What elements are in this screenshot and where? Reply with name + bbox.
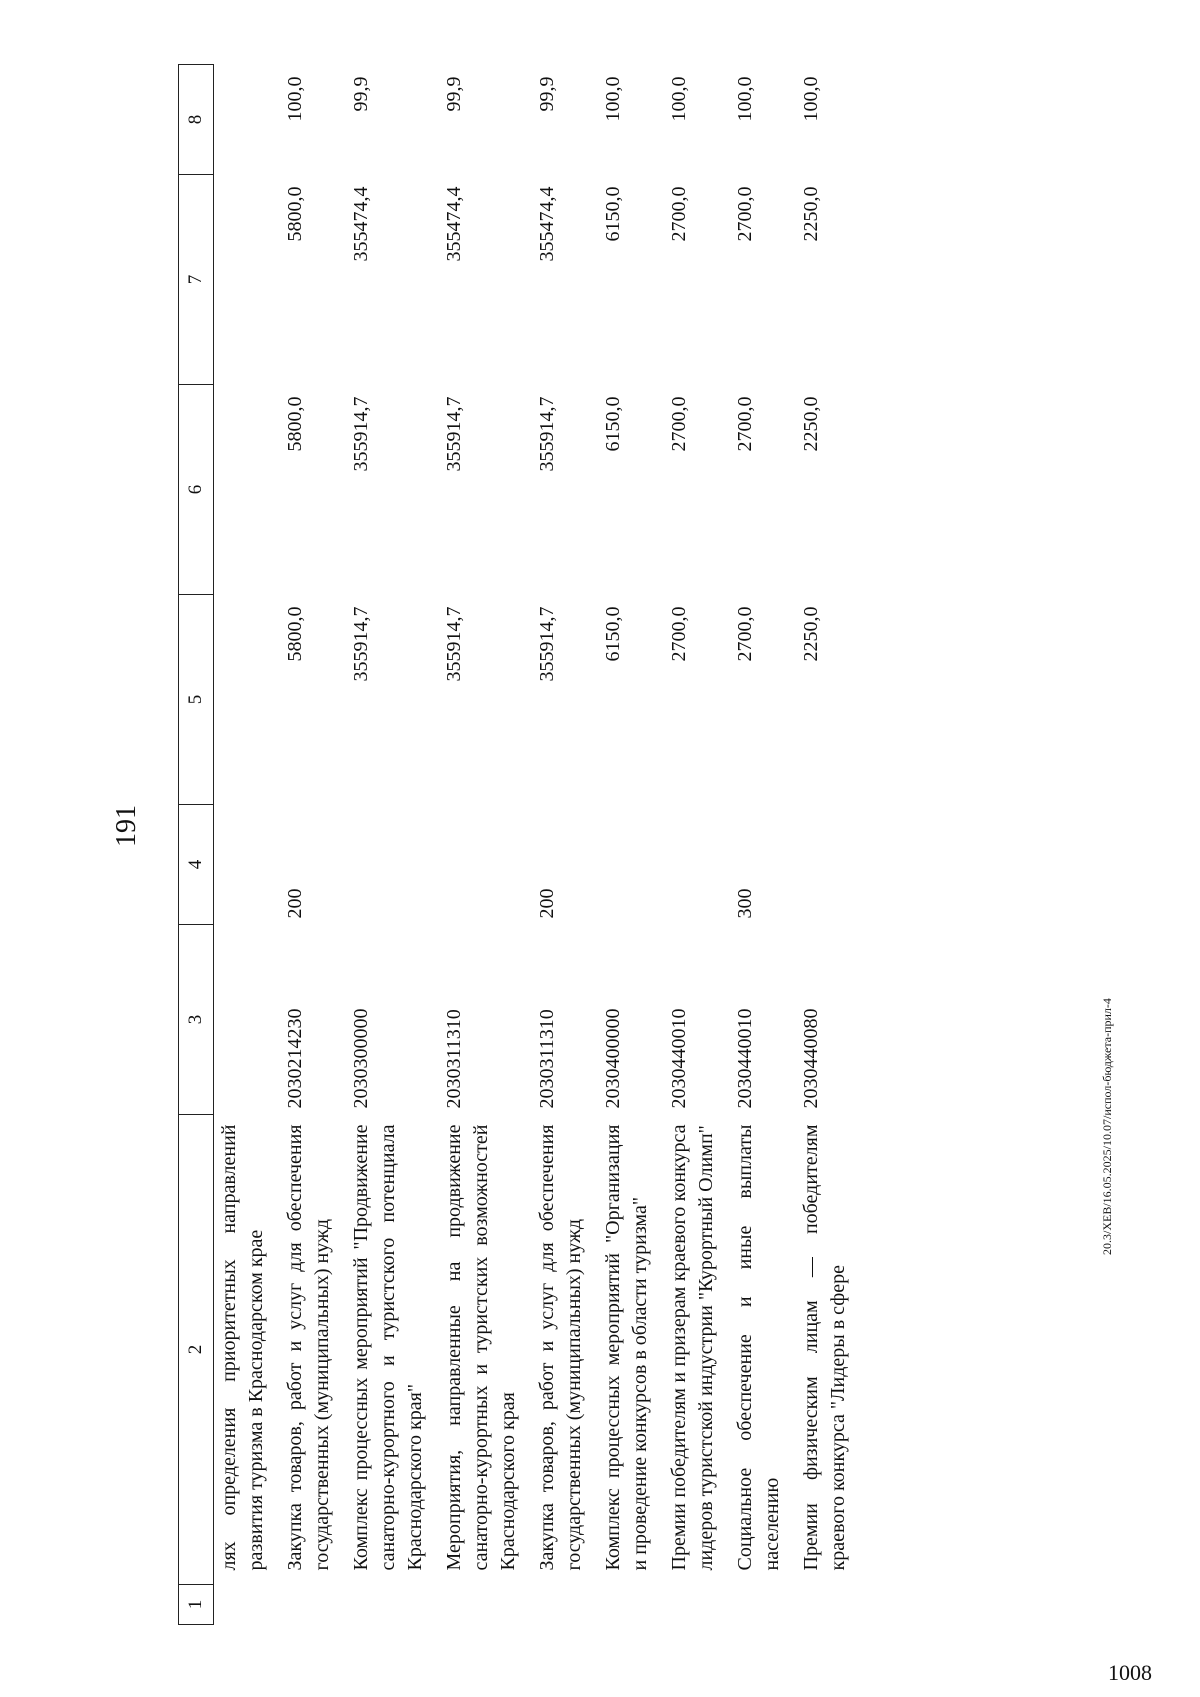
cell-col-8: 100,0 xyxy=(800,76,822,122)
cell-col-6: 355914,7 xyxy=(350,396,372,472)
header-col-1: 1 xyxy=(179,1585,214,1625)
header-col-5: 5 xyxy=(179,595,214,805)
cell-expense-type xyxy=(796,805,862,925)
cell-col-7: 355474,4 xyxy=(536,186,558,262)
cell-col-8: 100,0 xyxy=(668,76,690,122)
document-stamp: 20.3/ХЕВ/16.05.2025/10.07/испол-бюджета-прил-4 xyxy=(1100,998,1114,1255)
cell-expense-type: 200 xyxy=(536,888,558,919)
cell-col-7: 6150,0 xyxy=(602,186,624,242)
cell-col-5: 6150,0 xyxy=(602,606,624,662)
cell-col-1 xyxy=(439,1585,532,1625)
table-header-row xyxy=(179,65,214,1625)
header-col-2: 2 xyxy=(179,1115,214,1585)
cell-target-code: 2030311310 xyxy=(443,1009,465,1109)
cell-target-code: 2030440010 xyxy=(734,1008,756,1109)
header-col-7: 7 xyxy=(179,175,214,385)
cell-name: Комплекс процессных мероприятий "Организация и проведение конкурсов в области туризма" xyxy=(602,1124,651,1571)
table-row xyxy=(439,65,532,1625)
cell-col-5: 2250,0 xyxy=(800,606,822,662)
table-row xyxy=(796,65,862,1625)
table-row xyxy=(532,65,598,1625)
budget-table xyxy=(178,64,862,1625)
table-row xyxy=(214,65,281,1625)
cell-col-6: 2250,0 xyxy=(800,396,822,452)
cell-col-6: 6150,0 xyxy=(602,396,624,452)
cell-col-6: 5800,0 xyxy=(284,396,306,452)
cell-col-1 xyxy=(214,1585,281,1625)
cell-target-code: 2030300000 xyxy=(350,1008,372,1109)
cell-expense-type: 300 xyxy=(734,888,756,919)
cell-col-5: 5800,0 xyxy=(284,606,306,662)
cell-expense-type xyxy=(346,805,439,925)
cell-col-7: 5800,0 xyxy=(284,186,306,242)
cell-col-8: 99,9 xyxy=(443,76,465,112)
cell-name: лях определения приоритетных направлений развития туризма в Краснодарском крае xyxy=(218,1124,267,1571)
cell-expense-type xyxy=(598,805,664,925)
cell-col-6 xyxy=(214,385,281,595)
cell-col-7: 355474,4 xyxy=(350,186,372,262)
cell-name: Комплекс процессных мероприятий "Продвижение санаторно-курортного и туристского потенциала Краснодарского края" xyxy=(350,1124,426,1571)
cell-name: Социальное обеспечение и иные выплаты населению xyxy=(734,1124,783,1571)
cell-col-1 xyxy=(730,1585,796,1625)
cell-col-6: 2700,0 xyxy=(734,396,756,452)
cell-name: Премии физическим лицам — победителям краевого конкурса "Лидеры в сфере xyxy=(800,1124,849,1571)
cell-name: Премии победителям и призерам краевого конкурса лидеров туристской индустрии "Курортный Олимп" xyxy=(668,1124,717,1571)
cell-col-6: 355914,7 xyxy=(536,396,558,472)
cell-expense-type xyxy=(439,805,532,925)
cell-col-7: 2250,0 xyxy=(800,186,822,242)
cell-expense-type: 200 xyxy=(284,888,306,919)
cell-col-5: 355914,7 xyxy=(350,606,372,682)
header-col-8: 8 xyxy=(179,65,214,175)
cell-col-1 xyxy=(664,1585,730,1625)
cell-target-code: 2030311310 xyxy=(536,1009,558,1109)
cell-col-1 xyxy=(280,1585,346,1625)
cell-col-5 xyxy=(214,595,281,805)
cell-col-1 xyxy=(346,1585,439,1625)
header-col-4: 4 xyxy=(179,805,214,925)
cell-target-code: 2030214230 xyxy=(284,1008,306,1109)
cell-col-8: 99,9 xyxy=(350,76,372,112)
cell-col-1 xyxy=(796,1585,862,1625)
budget-table-rotated xyxy=(178,65,1200,1625)
cell-target-code xyxy=(214,925,281,1115)
header-col-3: 3 xyxy=(179,925,214,1115)
cell-col-6: 355914,7 xyxy=(443,396,465,472)
cell-col-5: 2700,0 xyxy=(734,606,756,662)
cell-col-8: 99,9 xyxy=(536,76,558,112)
cell-col-5: 2700,0 xyxy=(668,606,690,662)
table-row xyxy=(280,65,346,1625)
cell-col-6: 2700,0 xyxy=(668,396,690,452)
cell-name: Мероприятия, направленные на продвижение санаторно-курортных и туристских возможностей Краснодарского края xyxy=(443,1124,519,1571)
table-row xyxy=(598,65,664,1625)
page-number: 191 xyxy=(111,805,142,847)
cell-col-8 xyxy=(214,65,281,175)
cell-col-5: 355914,7 xyxy=(443,606,465,682)
cell-col-8: 100,0 xyxy=(602,76,624,122)
cell-col-1 xyxy=(532,1585,598,1625)
cell-col-7: 2700,0 xyxy=(668,186,690,242)
cell-col-7: 2700,0 xyxy=(734,186,756,242)
cell-name: Закупка товаров, работ и услуг для обеспечения государственных (муниципальных) нужд xyxy=(536,1124,585,1571)
cell-target-code: 2030400000 xyxy=(602,1008,624,1109)
sheet-number: 1008 xyxy=(1108,1660,1152,1685)
header-col-6: 6 xyxy=(179,385,214,595)
cell-expense-type xyxy=(664,805,730,925)
cell-name: Закупка товаров, работ и услуг для обеспечения государственных (муниципальных) нужд xyxy=(284,1124,333,1571)
table-row xyxy=(664,65,730,1625)
cell-col-8: 100,0 xyxy=(284,76,306,122)
table-row xyxy=(346,65,439,1625)
cell-target-code: 2030440080 xyxy=(800,1008,822,1109)
cell-col-5: 355914,7 xyxy=(536,606,558,682)
cell-target-code: 2030440010 xyxy=(668,1008,690,1109)
table-row xyxy=(730,65,796,1625)
cell-col-7 xyxy=(214,175,281,385)
cell-col-8: 100,0 xyxy=(734,76,756,122)
cell-expense-type xyxy=(214,805,281,925)
cell-col-7: 355474,4 xyxy=(443,186,465,262)
cell-col-1 xyxy=(598,1585,664,1625)
